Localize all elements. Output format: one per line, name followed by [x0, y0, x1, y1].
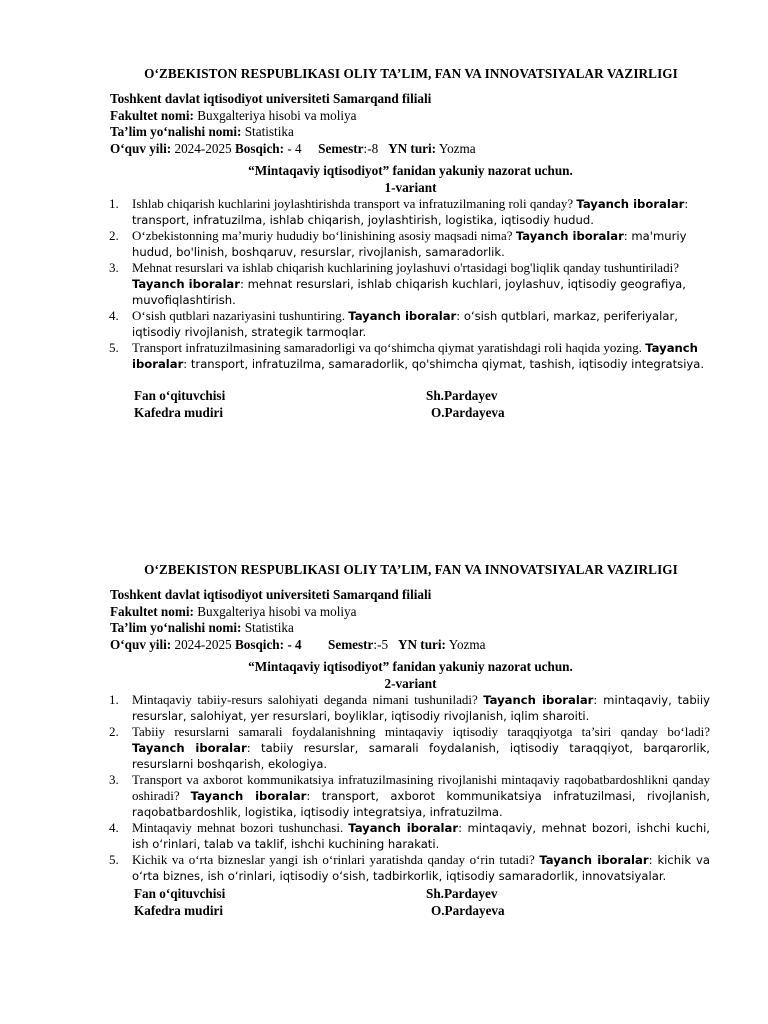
keywords-label: Tayanch iboralar — [348, 821, 459, 835]
question-text: Ishlab chiqarish kuchlarini joylashtirishda transport va infratuzilmaning roli qanday? — [132, 196, 574, 211]
keywords-text: : kichik va o‘rta biznes, ish o‘rinlari, iqtisodiy o‘sish, tadbirkorlik, iqtisodiy samaradorlik, innovatsiyalar. — [132, 853, 710, 883]
university-name: Toshkent davlat iqtisodiyot universiteti Samarqand filiali — [110, 91, 432, 106]
question-item: 2. O‘zbekistonning maʼmuriy hududiy bo‘linishining asosiy maqsadi nima? Tayanch iboralar: ma'muriy hudud, bo'linish, boshqaruv, resurslar, rivojlanish, samaradorlik. — [109, 228, 687, 259]
question-item: 3. Transport va axborot kommunikatsiya infratuzilmasining rivojlanishi mintaqaviy raqobatbardoshlikni qanday oshiradi? Tayanch iboralar: transport, axborot kommunikatsiya infratuzilmasi, rivojlanish, raqobatbardoshlik, logistika, iqtisodiy integratsiya, infratuzilma. — [109, 772, 710, 819]
question-item: 5. Transport infratuzilmasining samaradorligi va qo‘shimcha qiymat yaratishdagi roli haqida yozing. Tayanch iboralar: transport, infratuzilma, samaradorlik, qo'shimcha qiymat, tashish, iqtisodiy integratsiya. — [109, 340, 705, 371]
question-text: Transport va axborot kommunikatsiya infratuzilmasining rivojlanishi mintaqaviy raqobatbardoshlikni qanday oshiradi? — [132, 772, 710, 803]
keywords-label: Tayanch iboralar — [515, 229, 624, 243]
header-info — [110, 91, 768, 157]
year-value: 2024-2025 — [174, 636, 232, 652]
head-label: Kafedra mudiri — [134, 902, 224, 918]
direction-label: Ta’lim yo‘nalishi nomi: — [110, 124, 242, 139]
exam-type-value: Yozma — [438, 140, 476, 156]
teacher-label: Fan o‘qituvchisi — [134, 886, 226, 901]
question-item: 4. Mintaqaviy mehnat bozori tushunchasi. Tayanch iboralar: mintaqaviy, mehnat bozori, ishchi kuchi, ish o‘rinlari, talab va taklif, ishchi kuchining harakati. — [109, 820, 710, 851]
keywords-text: : mehnat resurslari, ishlab chiqarish kuchlari, joylashuv, iqtisodiy geografiya, muvofiqlashtirish. — [132, 277, 686, 307]
semester-label: Semestr — [328, 636, 374, 652]
question-text: Mehnat resurslari va ishlab chiqarish kuchlarining joylashuvi o'rtasidagi bog'liqlik qanday tushuntiriladi? — [132, 260, 679, 275]
keywords-text: : tabiiy resurslar, samarali foydalanish, iqtisodiy taraqqiyot, barqarorlik, resurslarni boshqarish, ekologiya. — [132, 741, 710, 771]
question-text: O‘sish qutblari nazariyasini tushuntiring. — [132, 308, 346, 323]
faculty-value: Buxgalteriya hisobi va moliya — [197, 107, 357, 123]
direction-label: Ta’lim yo‘nalishi nomi: — [110, 620, 242, 635]
signatures — [134, 886, 768, 919]
stage-label: Bosqich: — [234, 140, 285, 156]
question-item: 1. Mintaqaviy tabiiy-resurs salohiyati deganda nimani tushuniladi? Tayanch iboralar: mintaqaviy, tabiiy resurslar, salohiyat, yer resurslari, boyliklar, iqtisodiy rivojlanish, iqlim sharoiti. — [109, 692, 710, 723]
exam-type-label: YN turi: — [397, 636, 446, 652]
signatures — [134, 388, 768, 421]
teacher-name: Sh.Pardayev — [426, 886, 498, 901]
head-label: Kafedra mudiri — [134, 404, 224, 420]
semester-value: :-5 — [373, 636, 389, 652]
question-text: Mintaqaviy tabiiy-resurs salohiyati deganda nimani tushuniladi? — [132, 692, 478, 707]
question-text: Tabiiy resurslarni samarali foydalanishning mintaqaviy iqtisodiy taraqqiyotga ta’siri qanday bo‘ladi? — [132, 724, 710, 739]
question-item: 5. Kichik va o‘rta bizneslar yangi ish o‘rinlari yaratishda qanday o‘rin tutadi? Tayanch iboralar: kichik va o‘rta biznes, ish o‘rinlari, iqtisodiy o‘sish, tadbirkorlik, iqtisodiy samaradorlik, innovatsiyalar. — [109, 852, 710, 883]
exam-variant-2 — [0, 562, 768, 919]
question-text: Transport infratuzilmasining samaradorligi va qo‘shimcha qiymat yaratishdagi roli haqida yozing. — [132, 340, 643, 355]
keywords-text: : transport, axborot kommunikatsiya infratuzilmasi, rivojlanish, raqobatbardoshlik, logistika, iqtisodiy integratsiya, infratuzilma. — [132, 789, 710, 819]
question-text: Kichik va o‘rta bizneslar yangi ish o‘rinlari yaratishda qanday o‘rin tutadi? — [132, 852, 535, 867]
keywords-label: Tayanch iboralar — [483, 693, 594, 707]
keywords-text: : mintaqaviy, mehnat bozori, ishchi kuchi, ish o‘rinlari, talab va taklif, ishchi kuchining harakati. — [132, 821, 710, 851]
semester-value: :-8 — [363, 140, 379, 156]
course-title: “Mintaqaviy iqtisodiyot” fanidan yakuniy nazorat uchun. — [248, 659, 573, 674]
header-info — [110, 587, 768, 653]
exam-type-label: YN turi: — [388, 140, 437, 156]
faculty-label: Fakultet nomi: — [110, 107, 194, 123]
faculty-value: Buxgalteriya hisobi va moliya — [197, 603, 357, 619]
keywords-text: : o‘sish qutblari, markaz, periferiyalar, iqtisodiy rivojlanish, strategik tarmoqlar. — [132, 309, 678, 339]
year-label: O‘quv yili: — [110, 140, 172, 156]
question-item: 3. Mehnat resurslari va ishlab chiqarish kuchlarining joylashuvi o'rtasidagi bog'liqlik qanday tushuntiriladi? Tayanch iboralar: mehnat resurslari, ishlab chiqarish kuchlari, joylashuv, iqtisodiy geografiya, muvofiqlashtirish. — [109, 260, 686, 307]
keywords-label: Tayanch iboralar — [539, 853, 649, 867]
keywords-text: : transport, infratuzilma, samaradorlik, qo'shimcha qiymat, tashish, iqtisodiy integratsiya. — [183, 357, 705, 371]
keywords-text: : mintaqaviy, tabiiy resurslar, salohiyat, yer resurslari, boyliklar, iqtisodiy rivojlanish, iqlim sharoiti. — [132, 693, 710, 723]
question-item: 2. Tabiiy resurslarni samarali foydalanishning mintaqaviy iqtisodiy taraqqiyotga ta’siri qanday bo‘ladi? Tayanch iboralar: tabiiy resurslar, samarali foydalanish, iqtisodiy taraqqiyot, barqarorlik, resurslarni boshqarish, ekologiya. — [109, 724, 710, 771]
keywords-label: Tayanch iboralar — [576, 197, 685, 211]
keywords-label: Tayanch iboralar — [132, 277, 240, 291]
head-name: O.Pardayeva — [431, 404, 505, 420]
direction-value: Statistika — [244, 124, 294, 139]
variant-number: 1-variant — [384, 179, 437, 195]
teacher-name: Sh.Pardayev — [426, 388, 498, 403]
exam-type-value: Yozma — [448, 636, 486, 652]
year-value: 2024-2025 — [174, 140, 232, 156]
keywords-text: : ma'muriy hudud, bo'linish, boshqaruv, resurslar, rivojlanish, samaradorlik. — [132, 229, 687, 259]
stage-label: Bosqich: - 4 — [234, 636, 302, 652]
stage-value: - 4 — [287, 140, 302, 156]
exam-variant-1 — [0, 66, 768, 421]
question-text: Mintaqaviy mehnat bozori tushunchasi. — [132, 820, 344, 835]
question-list — [109, 196, 710, 372]
question-item: 1. Ishlab chiqarish kuchlarini joylashtirishda transport va infratuzilmaning roli qanday? Tayanch iboralar: transport, infratuzilma, ishlab chiqarish, joylashtirish, logistika, iqtisodiy hudud. — [109, 196, 689, 227]
variant-number: 2-variant — [384, 675, 437, 691]
faculty-label: Fakultet nomi: — [110, 603, 194, 619]
question-item: 4. O‘sish qutblari nazariyasini tushuntiring. Tayanch iboralar: o‘sish qutblari, markaz, periferiyalar, iqtisodiy rivojlanish, strategik tarmoqlar. — [109, 308, 678, 339]
keywords-label: Tayanch iboralar — [132, 741, 247, 755]
head-name: O.Pardayeva — [431, 902, 505, 918]
direction-value: Statistika — [244, 620, 294, 635]
ministry-title: O‘ZBEKISTON RESPUBLIKASI OLIY TA’LIM, FAN VA INNOVATSIYALAR VAZIRLIGI — [144, 66, 678, 81]
course-title: “Mintaqaviy iqtisodiyot” fanidan yakuniy nazorat uchun. — [248, 163, 573, 178]
question-list — [109, 692, 710, 884]
keywords-label: Tayanch iboralar — [190, 789, 307, 803]
year-label: O‘quv yili: — [110, 636, 172, 652]
university-name: Toshkent davlat iqtisodiyot universiteti Samarqand filiali — [110, 587, 432, 602]
semester-label: Semestr — [318, 140, 364, 156]
question-text: O‘zbekistonning maʼmuriy hududiy bo‘linishining asosiy maqsadi nima? — [132, 228, 513, 243]
keywords-text: : transport, infratuzilma, ishlab chiqarish, joylashtirish, logistika, iqtisodiy hudud. — [132, 197, 689, 227]
ministry-title: O‘ZBEKISTON RESPUBLIKASI OLIY TA’LIM, FAN VA INNOVATSIYALAR VAZIRLIGI — [144, 562, 678, 577]
keywords-label: Tayanch iboralar — [348, 309, 457, 323]
teacher-label: Fan o‘qituvchisi — [134, 388, 226, 403]
keywords-label: Tayanch iboralar — [132, 341, 698, 371]
